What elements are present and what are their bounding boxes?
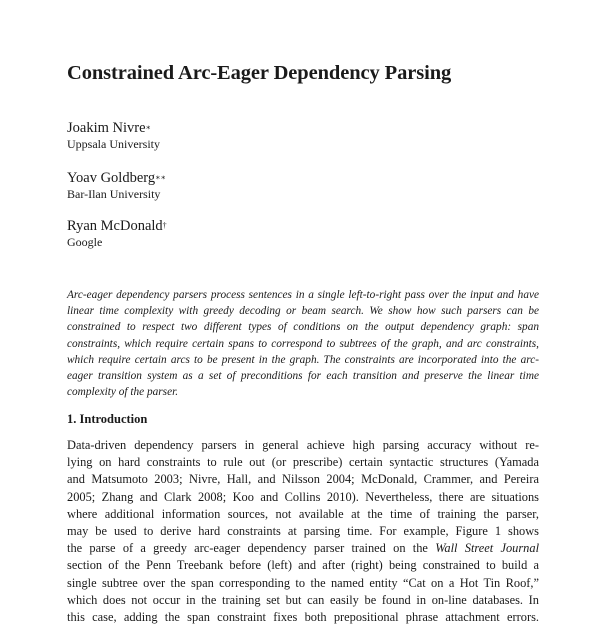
text-line: the parse of a greedy arc-eager dependency parser trained on the Wall Street Journal xyxy=(67,541,539,556)
author-block xyxy=(67,170,166,202)
text-line: section of the Penn Treebank before (left) and after (right) being constrained to build a xyxy=(67,558,539,573)
paper-title: Constrained Arc-Eager Dependency Parsing xyxy=(67,62,452,84)
text-line: may be used to derive hard constraints at parsing time. For example, Figure 1 shows xyxy=(67,524,539,539)
section-heading: 1. Introduction xyxy=(67,412,148,426)
author-affiliation: Bar-Ilan University xyxy=(67,187,161,201)
text-line: and Matsumoto 2003; Nivre, Hall, and Nilsson 2004; McDonald, Crammer, and Pereira xyxy=(67,472,539,487)
text-line: which does not occur in the training set but can easily be found in on-line databases. In xyxy=(67,592,539,607)
footnote-mark: † xyxy=(162,221,167,230)
author-block xyxy=(67,218,167,250)
author-affiliation: Google xyxy=(67,235,103,249)
text-line: Data-driven dependency parsers in general achieve high parsing accuracy without re- xyxy=(67,438,539,452)
text-line: 2005; Zhang and Clark 2008; Koo and Collins 2010). Nevertheless, there are situations xyxy=(67,489,539,504)
author-name: Yoav Goldberg∗∗ xyxy=(67,170,166,186)
text-line: this case, adding the span constraint fixes both prepositional phrase attachment errors. xyxy=(67,610,539,625)
author-affiliation: Uppsala University xyxy=(67,137,160,151)
text-line: where additional information sources, not available at the time of training the parser, xyxy=(67,506,539,521)
journal-name: Wall Street Journal xyxy=(435,541,539,556)
text-line: single subtree over the span corresponding to the named entity “Cat on a Hot Tin Roof,” xyxy=(67,575,539,590)
footnote-mark: ∗∗ xyxy=(155,173,166,182)
author-name: Ryan McDonald† xyxy=(67,218,167,234)
author-name: Joakim Nivre∗ xyxy=(67,120,151,136)
author-block xyxy=(67,120,160,152)
text-line: lying on hard constraints to rule out (or prescribe) certain syntactic structures (Yamada xyxy=(67,455,539,470)
intro-paragraph xyxy=(67,437,539,626)
footnote-mark: ∗ xyxy=(145,123,151,132)
abstract: Arc-eager dependency parsers process sentences in a single left-to-right pass over the input and have linear time complexity with greedy decoding or beam search. We show how such parsers can be constrained to respect two different types of conditions on the output dependency graph: span constraints, which require certain spans to correspond to subtrees of the graph, and arc constraints, which require certain arcs to be present in the graph. The constraints are incorporated into the arc-eager transition system as a set of preconditions for each transition and preserve the linear time complexity of the parser. xyxy=(67,289,539,399)
